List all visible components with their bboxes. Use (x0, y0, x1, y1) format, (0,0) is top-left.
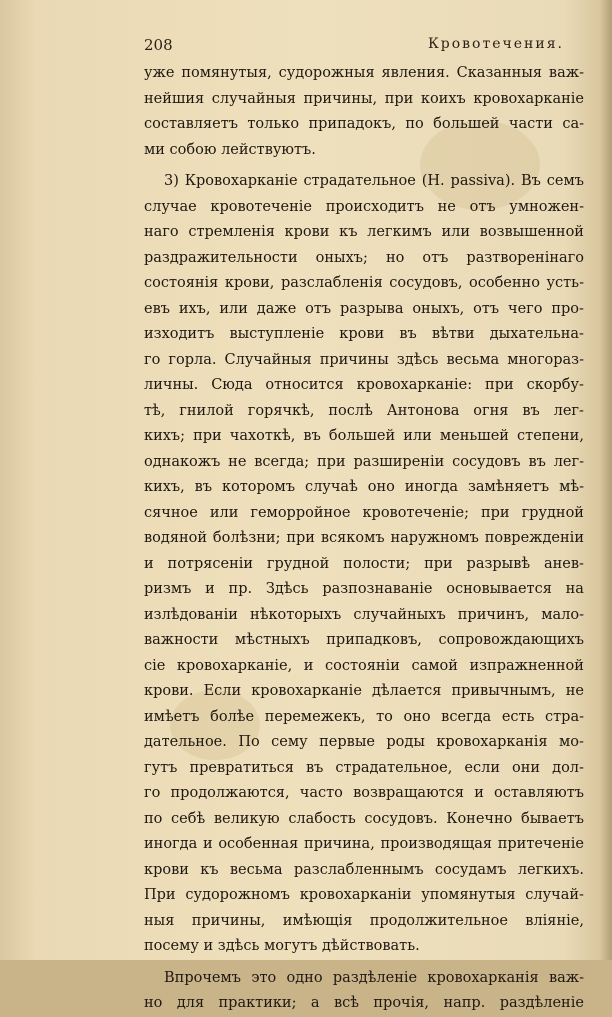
text-line: посему и здѣсь могутъ дѣйствовать. (144, 938, 420, 954)
text-line: ныя причины, имѣющiя продолжительное влiянiе, (144, 912, 584, 929)
text-line: кихъ, въ которомъ случаѣ оно иногда замѣняетъ мѣ- (144, 479, 584, 495)
text-line: уже помянутыя, судорожныя явления. Сказанныя важ- (144, 65, 584, 81)
text-line: важности мѣстныхъ припадковъ, сопровождающихъ (144, 632, 584, 648)
text-line: излѣдованiи нѣкоторыхъ случайныхъ причинъ, мало- (144, 606, 584, 623)
text-line: го продолжаются, часто возвращаются и оставляютъ (144, 785, 584, 801)
text-line: Впрочемъ это одно раздѣленiе кровохарканiя важ- (164, 969, 584, 986)
text-line: раздражительности оныхъ; но отъ разтворенiнаго (144, 249, 584, 266)
text-line: крови къ весьма разслабленнымъ сосудамъ легкихъ. (144, 861, 584, 878)
running-title: Кровотечения. (427, 36, 564, 52)
text-line: но для практики; а всѣ прочiя, напр. раздѣленiе (144, 995, 584, 1011)
text-line: наго стремленiя крови къ легкимъ или возвышенной (144, 224, 584, 240)
text-line: водяной болѣзни; при всякомъ наружномъ поврежденiи (144, 530, 584, 546)
text-line: го горла. Случайныя причины здѣсь весьма многораз- (144, 351, 584, 368)
text-line: При судорожномъ кровохарканiи упомянутыя случай- (144, 887, 584, 903)
page-header (144, 36, 564, 58)
text-line: нейшия случайныя причины, при коихъ кровохарканiе (144, 90, 584, 107)
text-line: иногда и особенная причина, производящая притеченiе (144, 836, 584, 852)
body-text (144, 61, 584, 1017)
text-line: ризмъ и пр. Здѣсь разпознаванiе основывается на (144, 581, 584, 597)
text-line: кихъ; при чахоткѣ, въ большей или меньшей степени, (144, 428, 584, 444)
text-line: сiе кровохарканiе, и состоянiи самой изпражненной (144, 657, 584, 674)
text-line: крови. Если кровохарканiе дѣлается привычнымъ, не (144, 683, 584, 699)
text-line: однакожъ не всегда; при разширенiи сосудовъ въ лег- (144, 453, 584, 470)
text-line: гутъ превратиться въ страдательное, если они дол- (144, 759, 584, 776)
text-line: по себѣ великую слабость сосудовъ. Конечно бываетъ (144, 810, 584, 827)
text-line: и потрясенiи грудной полости; при разрывѣ анев- (144, 555, 584, 572)
page-edge-shadow (600, 0, 612, 960)
text-line: изходитъ выступленiе крови въ вѣтви дыхательна- (144, 326, 584, 342)
text-line: имѣетъ болѣе перемежекъ, то оно всегда есть стра- (144, 708, 584, 725)
text-line: сячное или геморройное кровотеченiе; при грудной (144, 504, 584, 521)
text-line: 3) Кровохарканiе страдательное (H. passiva). Въ семъ (164, 173, 584, 189)
text-line: дательное. По сему первые роды кровохарканiя мо- (144, 734, 584, 750)
text-line: тѣ, гнилой горячкѣ, послѣ Антонова огня въ лег- (144, 402, 584, 419)
text-line: ми собою лействуютъ. (144, 141, 316, 158)
text-line: евъ ихъ, или даже отъ разрыва оныхъ, отъ чего про- (144, 300, 584, 317)
text-line: личны. Сюда относится кровохарканiе: при скорбу- (144, 377, 584, 393)
page-number: 208 (144, 36, 173, 54)
text-line: случае кровотеченiе происходитъ не отъ умножен- (144, 198, 584, 215)
text-line: составляетъ только припадокъ, по большей части са- (144, 116, 584, 132)
text-line: состоянiя крови, разслабленiя сосудовъ, особенно усть- (144, 275, 584, 291)
